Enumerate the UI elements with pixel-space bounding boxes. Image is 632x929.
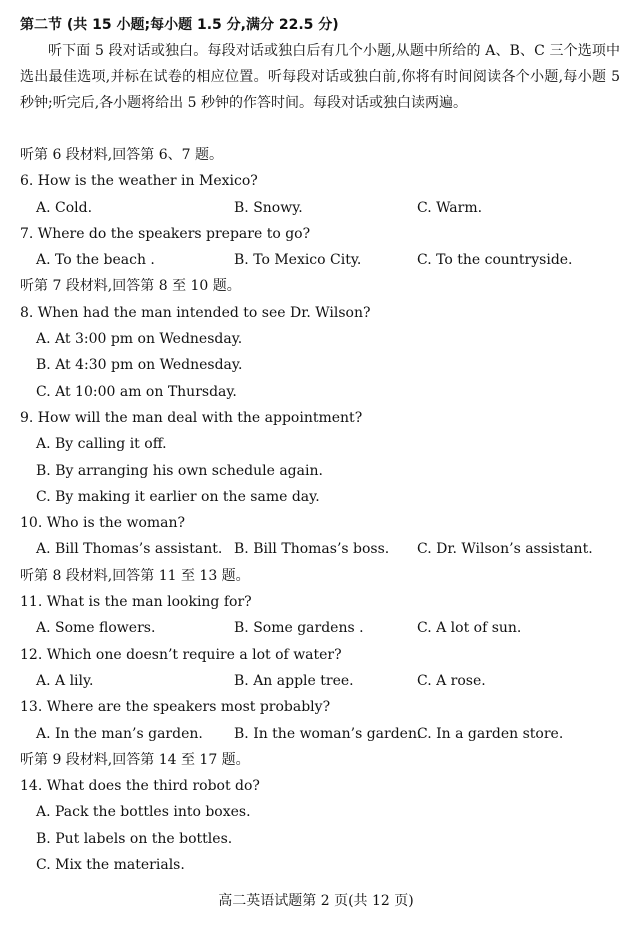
question-9-stem: 9. How will the man deal with the appointment? — [20, 409, 363, 426]
question-12-stem: 12. Which one doesn’t require a lot of water? — [20, 646, 342, 663]
option-a: A. A lily. — [36, 672, 94, 689]
material-label: 听第 9 段材料,回答第 14 至 17 题。 — [20, 751, 250, 768]
material-label: 听第 8 段材料,回答第 11 至 13 题。 — [20, 567, 250, 584]
option-b: B. Snowy. — [234, 199, 303, 216]
material-label: 听第 6 段材料,回答第 6、7 题。 — [20, 147, 223, 163]
option-c: C. By making it earlier on the same day. — [36, 488, 320, 505]
question-10-options — [20, 536, 620, 562]
question-7-stem: 7. Where do the speakers prepare to go? — [20, 225, 311, 242]
question-11-options — [20, 615, 620, 641]
question-11-stem: 11. What is the man looking for? — [20, 594, 252, 611]
option-b: B. Bill Thomas’s boss. — [234, 541, 390, 558]
option-a: A. To the beach . — [36, 252, 155, 269]
question-13-stem: 13. Where are the speakers most probably? — [20, 699, 331, 716]
option-b: B. By arranging his own schedule again. — [36, 462, 323, 479]
question-8-stem: 8. When had the man intended to see Dr. Wilson? — [20, 304, 371, 321]
option-a: A. Some flowers. — [36, 620, 156, 637]
question-14-stem: 14. What does the third robot do? — [20, 778, 260, 795]
option-a: A. By calling it off. — [36, 436, 167, 453]
option-b: B. In the woman’s garden. — [234, 725, 422, 742]
option-a: A. Bill Thomas’s assistant. — [36, 541, 223, 558]
question-13-options — [20, 721, 620, 747]
option-c: C. Mix the materials. — [36, 857, 185, 874]
option-a: A. In the man’s garden. — [36, 725, 203, 742]
option-a: A. Cold. — [36, 199, 93, 216]
question-6-options — [20, 195, 620, 221]
option-c: C. A rose. — [417, 672, 486, 689]
option-b: B. Some gardens . — [234, 620, 364, 637]
option-c: C. A lot of sun. — [417, 620, 522, 637]
question-7-options — [20, 247, 620, 273]
option-b: B. An apple tree. — [234, 672, 354, 689]
option-b: B. Put labels on the bottles. — [36, 830, 233, 847]
option-a: A. At 3:00 pm on Wednesday. — [36, 331, 243, 348]
question-6-stem: 6. How is the weather in Mexico? — [20, 173, 258, 190]
option-c: C. At 10:00 am on Thursday. — [36, 383, 237, 400]
option-c: C. To the countryside. — [417, 252, 573, 269]
section-heading: 第二节 (共 15 小题;每小题 1.5 分,满分 22.5 分) — [20, 17, 339, 33]
option-c: C. Dr. Wilson’s assistant. — [417, 541, 593, 558]
material-label: 听第 7 段材料,回答第 8 至 10 题。 — [20, 278, 241, 295]
question-10-stem: 10. Who is the woman? — [20, 515, 186, 532]
page-footer: 高二英语试题第 2 页(共 12 页) — [218, 893, 414, 909]
question-12-options — [20, 668, 620, 694]
exam-page — [20, 12, 620, 878]
option-c: C. Warm. — [417, 199, 483, 216]
option-b: B. At 4:30 pm on Wednesday. — [36, 357, 243, 374]
option-a: A. Pack the bottles into boxes. — [36, 804, 251, 821]
option-c: C. In a garden store. — [417, 725, 564, 742]
section-instructions: 听下面 5 段对话或独白。每段对话或独白后有几个小题,从题中所给的 A、B、C 三个选项中选出最佳选项,并标在试卷的相应位置。听每段对话或独白前,你将有时间阅读各个小题,每小题 5 秒钟;听完后,各小题将给出 5 秒钟的作答时间。每段对话或独白读两遍。 — [20, 43, 620, 111]
option-b: B. To Mexico City. — [234, 252, 362, 269]
